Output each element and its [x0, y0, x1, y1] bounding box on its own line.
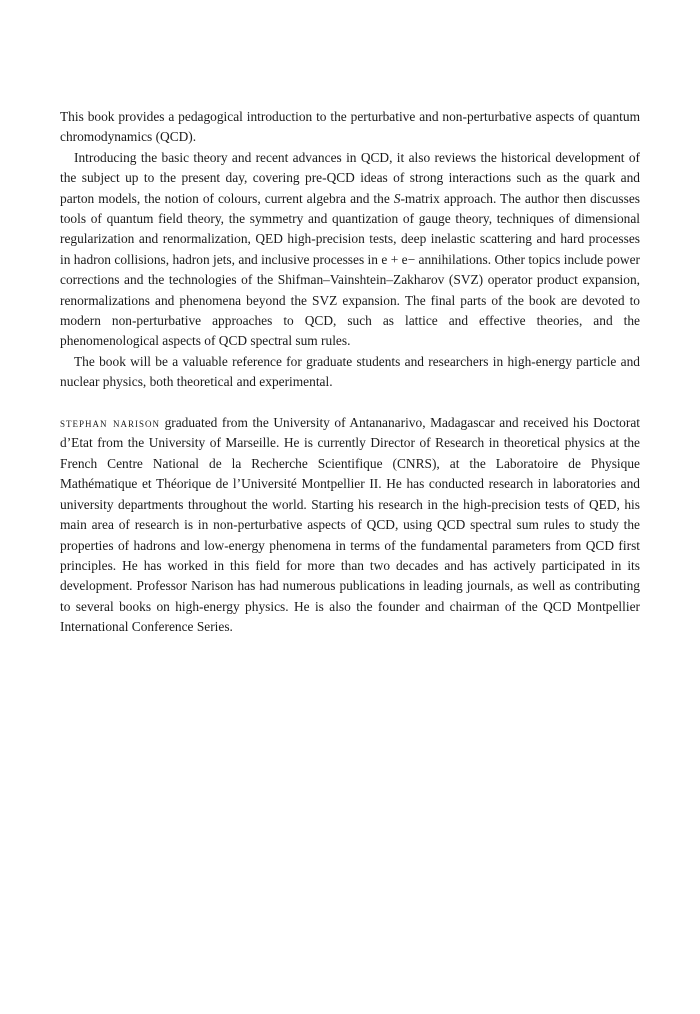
s-matrix-symbol: S	[393, 190, 401, 206]
author-bio	[60, 413, 640, 637]
author-bio-text: graduated from the University of Antananarivo, Madagascar and received his Doctorat d’Etat from the University of Marseille. He is currently Director of Research in theoretical physics at the French Centre National de la Recherche Scientifique (CNRS), at the Laboratoire de Physique Mathématique et Théorique de l’Université Montpellier II. He has conducted research in laboratories and university departments throughout the world. Starting his research in the high-precision tests of QED, his main area of research is in non-perturbative aspects of QCD, using QCD spectral sum rules to study the properties of hadrons and low-energy phenomena in terms of the fundamental parameters from QCD first principles. He has worked in this field for more than two decades and has actively participated in its development. Professor Narison has had numerous publications in leading journals, as well as contributing to several books on high-energy physics. He is also the founder and chairman of the QCD Montpellier International Conference Series.	[60, 415, 641, 635]
blurb-paragraph-2-text-a: Introducing the basic theory and recent advances in QCD, it also reviews the historical development of the subject up to the present day, covering pre-QCD ideas of strong interactions such as the quark and parton models, the notion of colours, current algebra and the	[60, 149, 640, 206]
blurb-paragraph-1: This book provides a pedagogical introduction to the perturbative and non-perturbative aspects of quantum chromodynamics (QCD).	[60, 109, 640, 145]
blurb-paragraph-2	[60, 148, 640, 352]
book-description	[60, 107, 640, 638]
blurb-paragraph-3: The book will be a valuable reference for graduate students and researchers in high-energy particle and nuclear physics, both theoretical and experimental.	[60, 353, 640, 390]
author-name: stephan narison	[60, 415, 161, 431]
blurb-paragraph-2-text-b: -matrix approach. The author then discusses tools of quantum field theory, the symmetry and quantization of gauge theory, techniques of dimensional regularization and renormalization, QED high-precision tests, deep inelastic scattering and hard processes in hadron collisions, hadron jets, and inclusive processes in e + e− annihilations. Other topics include power corrections and the technologies of the Shifman–Vainshtein–Zakharov (SVZ) operator product expansion, renormalizations and phenomena beyond the SVZ expansion. The final parts of the book are devoted to modern non-perturbative approaches to QCD, such as lattice and effective theories, and the phenomenological aspects of QCD spectral sum rules.	[60, 190, 640, 349]
